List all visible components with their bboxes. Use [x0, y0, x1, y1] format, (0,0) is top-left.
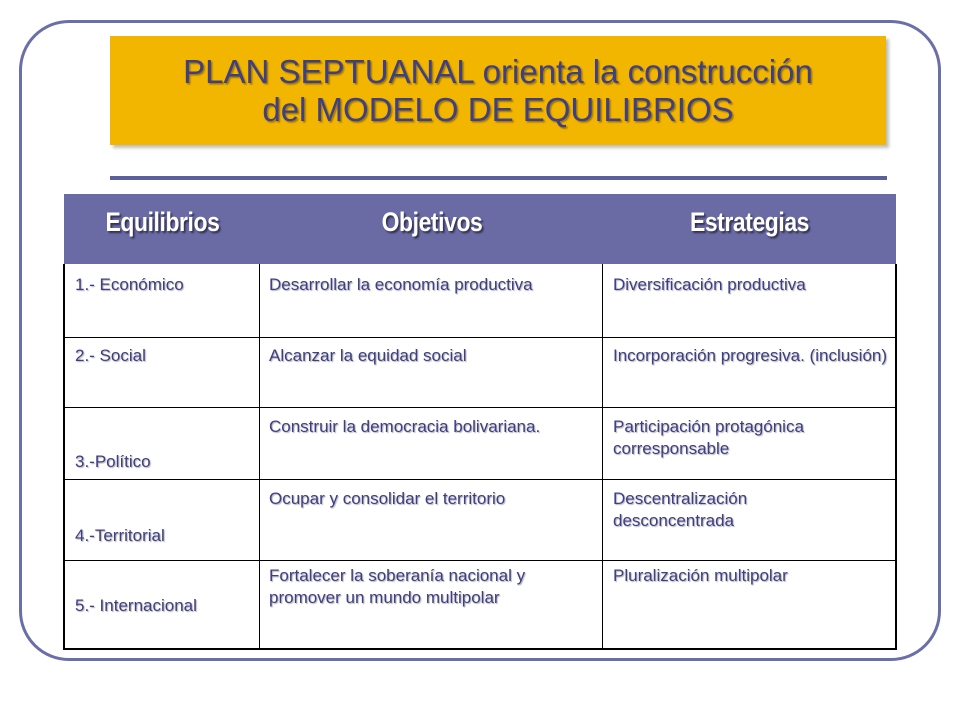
cell-equilibrio-5: 5.- Internacional [75, 596, 197, 615]
cell-equilibrio-4: 4.-Territorial [75, 526, 165, 545]
cell-objetivo-5: Fortalecer la soberanía nacional y promover un mundo multipolar [269, 566, 526, 607]
cell-estrategia-3: Participación protagónica corresponsable [613, 417, 804, 458]
header-equilibrios: Equilibrios [105, 206, 220, 237]
column-separator-1 [259, 264, 260, 650]
border-left [63, 264, 65, 650]
row-separator-2 [63, 407, 897, 408]
cell-equilibrio-3: 3.-Político [75, 452, 151, 471]
border-bottom [63, 648, 897, 650]
cell-objetivo-2: Alcanzar la equidad social [269, 346, 467, 365]
border-right [895, 264, 897, 650]
header-objetivos: Objetivos [381, 206, 483, 237]
table-body [63, 264, 897, 650]
header-estrategias: Estrategias [689, 206, 810, 237]
title-line-1: PLAN SEPTUANAL orienta la construcción [183, 52, 813, 90]
cell-objetivo-1: Desarrollar la economía productiva [269, 275, 533, 294]
cell-estrategia-5: Pluralización multipolar [613, 566, 788, 585]
row-separator-4 [63, 560, 897, 561]
column-separator-2 [602, 264, 603, 650]
row-separator-1 [63, 337, 897, 338]
cell-objetivo-4: Ocupar y consolidar el territorio [269, 489, 506, 508]
cell-estrategia-2: Incorporación progresiva. (inclusión) [613, 346, 888, 365]
cell-estrategia-1: Diversificación productiva [613, 275, 806, 294]
title-line-2: del MODELO DE EQUILIBRIOS [262, 90, 734, 128]
cell-estrategia-4: Descentralización desconcentrada [613, 489, 748, 530]
title-divider [110, 176, 887, 180]
cell-equilibrio-2: 2.- Social [75, 346, 146, 365]
row-separator-3 [63, 479, 897, 480]
cell-objetivo-3: Construir la democracia bolivariana. [269, 417, 541, 436]
title-banner [110, 36, 886, 145]
cell-equilibrio-1: 1.- Económico [75, 275, 184, 294]
